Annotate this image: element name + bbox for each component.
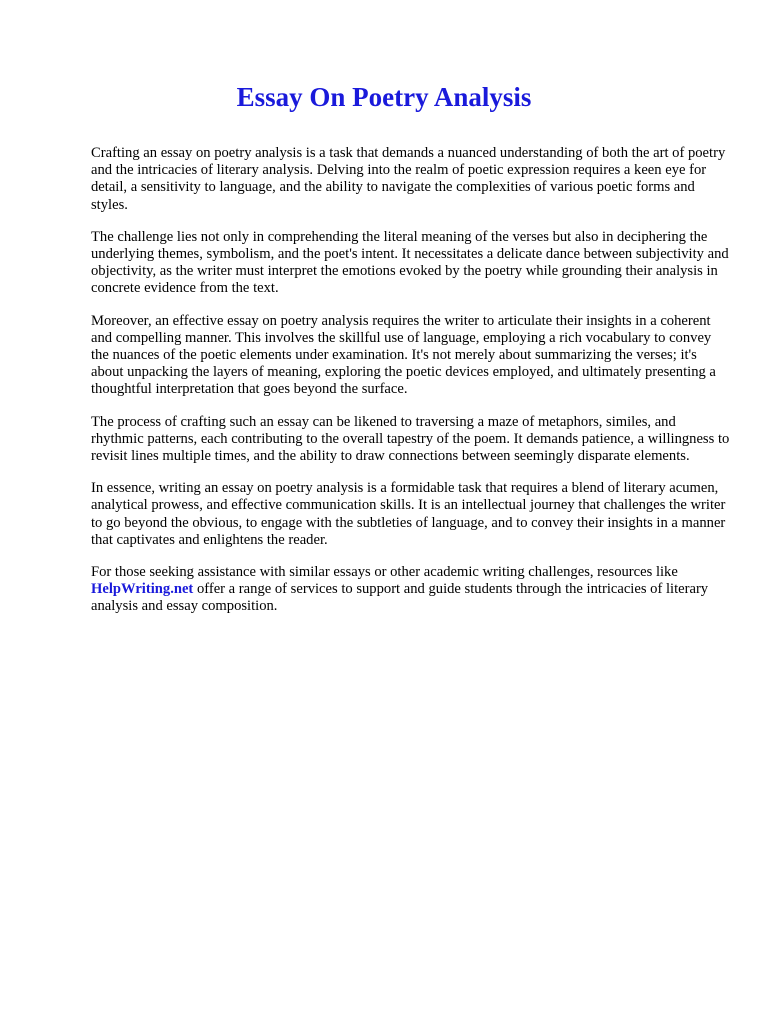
helpwriting-link[interactable]: HelpWriting.net <box>91 581 194 598</box>
page-title: Essay On Poetry Analysis <box>236 82 532 112</box>
paragraph-1: Crafting an essay on poetry analysis is a task that demands a nuanced understanding of both the art of poetry and the intricacies of literary analysis. Delving into the realm of poetic expression requires a keen eye for detail, a sensitivity to language, and the ability to navigate the complexities of various poetic forms and styles. <box>91 145 726 213</box>
closing-paragraph <box>91 564 731 616</box>
paragraph-3: Moreover, an effective essay on poetry analysis requires the writer to articulate their insights in a coherent and compelling manner. This involves the skillful use of language, employing a rich vocabulary to convey the nuances of the poetic elements under examination. It's not merely about summarizing the verses; it's about unpacking the layers of meaning, exploring the poetic devices employed, and ultimately presenting a thoughtful interpretation that goes beyond the surface. <box>91 312 716 398</box>
closing-text-before-link: For those seeking assistance with similar essays or other academic writing challenges, resources like <box>91 564 678 581</box>
closing-text-after-link: offer a range of services to support and guide students through the intricacies of literary analysis and essay composition. <box>91 581 709 615</box>
paragraph-4: The process of crafting such an essay can be likened to traversing a maze of metaphors, similes, and rhythmic patterns, each contributing to the overall tapestry of the poem. It demands patience, a willingness to revisit lines multiple times, and the ability to draw connections between seemingly disparate elements. <box>91 413 730 465</box>
paragraph-2: The challenge lies not only in comprehending the literal meaning of the verses but also in deciphering the underlying themes, symbolism, and the poet's intent. It necessitates a delicate dance between subjectivity and objectivity, as the writer must interpret the emotions evoked by the poetry while grounding their analysis in concrete evidence from the text. <box>91 228 729 297</box>
paragraph-5: In essence, writing an essay on poetry analysis is a formidable task that requires a blend of literary acumen, analytical prowess, and effective communication skills. It is an intellectual journey that challenges the writer to go beyond the obvious, to engage with the subtleties of language, and to convey their insights in a manner that captivates and enlightens the reader. <box>91 480 726 548</box>
document-body <box>91 145 731 631</box>
